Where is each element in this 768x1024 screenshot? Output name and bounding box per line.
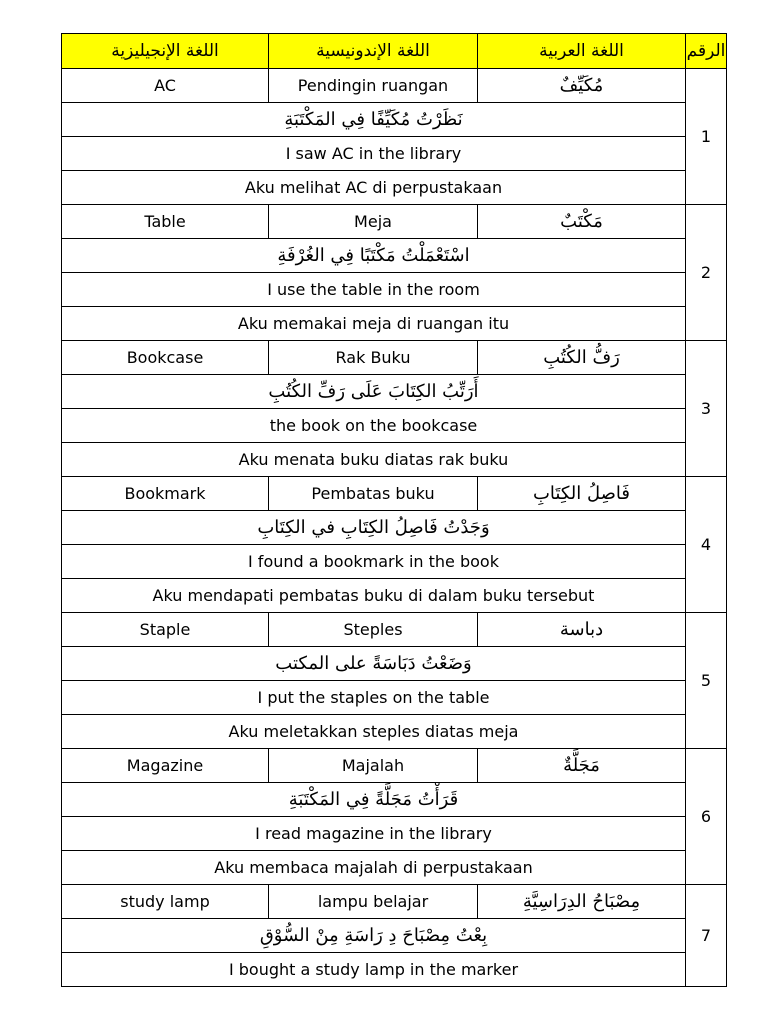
table-row: [62, 545, 727, 579]
arabic-word: مَجَلَّةٌ: [478, 749, 686, 783]
table-row: [62, 69, 727, 103]
indonesian-sentence: Aku menata buku diatas rak buku: [62, 443, 686, 477]
indonesian-sentence: Aku meletakkan steples diatas meja: [62, 715, 686, 749]
table-row: [62, 239, 727, 273]
header-row: [62, 34, 727, 69]
row-number: 5: [686, 613, 727, 749]
table-row: [62, 511, 727, 545]
header-indonesian: اللغة الإندونيسية: [269, 34, 478, 69]
english-sentence: I bought a study lamp in the marker: [62, 953, 686, 987]
header-arabic: اللغة العربية: [478, 34, 686, 69]
arabic-word: مِصْبَاحُ الدِرَاسِيَّةِ: [478, 885, 686, 919]
arabic-word: مُكَيِّفٌ: [478, 69, 686, 103]
english-sentence: I use the table in the room: [62, 273, 686, 307]
indonesian-sentence: Aku memakai meja di ruangan itu: [62, 307, 686, 341]
row-number: 1: [686, 69, 727, 205]
table-row: [62, 103, 727, 137]
indonesian-sentence: Aku membaca majalah di perpustakaan: [62, 851, 686, 885]
table-row: [62, 919, 727, 953]
table-row: [62, 205, 727, 239]
table-row: [62, 783, 727, 817]
table-row: [62, 681, 727, 715]
header-english: اللغة الإنجيليزية: [62, 34, 269, 69]
row-number: 7: [686, 885, 727, 987]
table-row: [62, 953, 727, 987]
arabic-word: مَكْتَبٌ: [478, 205, 686, 239]
indonesian-word: Pendingin ruangan: [269, 69, 478, 103]
table-row: [62, 443, 727, 477]
english-word: Bookmark: [62, 477, 269, 511]
table-row: [62, 375, 727, 409]
english-word: Magazine: [62, 749, 269, 783]
table-row: [62, 817, 727, 851]
table-row: [62, 409, 727, 443]
english-word: study lamp: [62, 885, 269, 919]
english-word: Staple: [62, 613, 269, 647]
arabic-sentence: نَظَرْتُ مُكَيِّفًا فِي المَكْتَبَةِ: [62, 103, 686, 137]
table-row: [62, 307, 727, 341]
table-row: [62, 477, 727, 511]
table-row: [62, 885, 727, 919]
table-row: [62, 647, 727, 681]
indonesian-sentence: Aku mendapati pembatas buku di dalam buku tersebut: [62, 579, 686, 613]
indonesian-word: lampu belajar: [269, 885, 478, 919]
english-sentence: the book on the bookcase: [62, 409, 686, 443]
indonesian-word: Rak Buku: [269, 341, 478, 375]
english-word: Table: [62, 205, 269, 239]
indonesian-word: Steples: [269, 613, 478, 647]
table-row: [62, 715, 727, 749]
header-number: الرقم: [686, 34, 727, 69]
indonesian-word: Majalah: [269, 749, 478, 783]
table-body: [62, 69, 727, 987]
arabic-sentence: اسْتَعْمَلْتُ مَكْتَبًا فِي الغُرْفَةِ: [62, 239, 686, 273]
table-row: [62, 171, 727, 205]
english-sentence: I found a bookmark in the book: [62, 545, 686, 579]
indonesian-sentence: Aku melihat AC di perpustakaan: [62, 171, 686, 205]
row-number: 3: [686, 341, 727, 477]
arabic-sentence: قَرَأْتُ مَجَلَّةً فِي المَكْتَبَةِ: [62, 783, 686, 817]
table-row: [62, 273, 727, 307]
row-number: 2: [686, 205, 727, 341]
arabic-word: دباسة: [478, 613, 686, 647]
arabic-word: رَفُّ الكُتُبِ: [478, 341, 686, 375]
vocabulary-table: [61, 33, 727, 987]
english-sentence: I saw AC in the library: [62, 137, 686, 171]
table-row: [62, 749, 727, 783]
english-word: Bookcase: [62, 341, 269, 375]
row-number: 4: [686, 477, 727, 613]
english-sentence: I put the staples on the table: [62, 681, 686, 715]
arabic-word: فَاصِلُ الكِتَابِ: [478, 477, 686, 511]
indonesian-word: Meja: [269, 205, 478, 239]
table-row: [62, 341, 727, 375]
english-word: AC: [62, 69, 269, 103]
indonesian-word: Pembatas buku: [269, 477, 478, 511]
table-row: [62, 579, 727, 613]
table-row: [62, 851, 727, 885]
table-row: [62, 613, 727, 647]
table-row: [62, 137, 727, 171]
english-sentence: I read magazine in the library: [62, 817, 686, 851]
arabic-sentence: وَجَدْتُ فَاصِلُ الكِتَابِ في الكِتَابِ: [62, 511, 686, 545]
arabic-sentence: أَرَتِّبُ الكِتَابَ عَلَى رَفِّ الكُتُبِ: [62, 375, 686, 409]
arabic-sentence: وَضَعْتُ دَبَاسَةً على المكتب: [62, 647, 686, 681]
arabic-sentence: بِعْتُ مِصْبَاحَ دِ رَاسَةِ مِنْ السُّوْقِ: [62, 919, 686, 953]
row-number: 6: [686, 749, 727, 885]
